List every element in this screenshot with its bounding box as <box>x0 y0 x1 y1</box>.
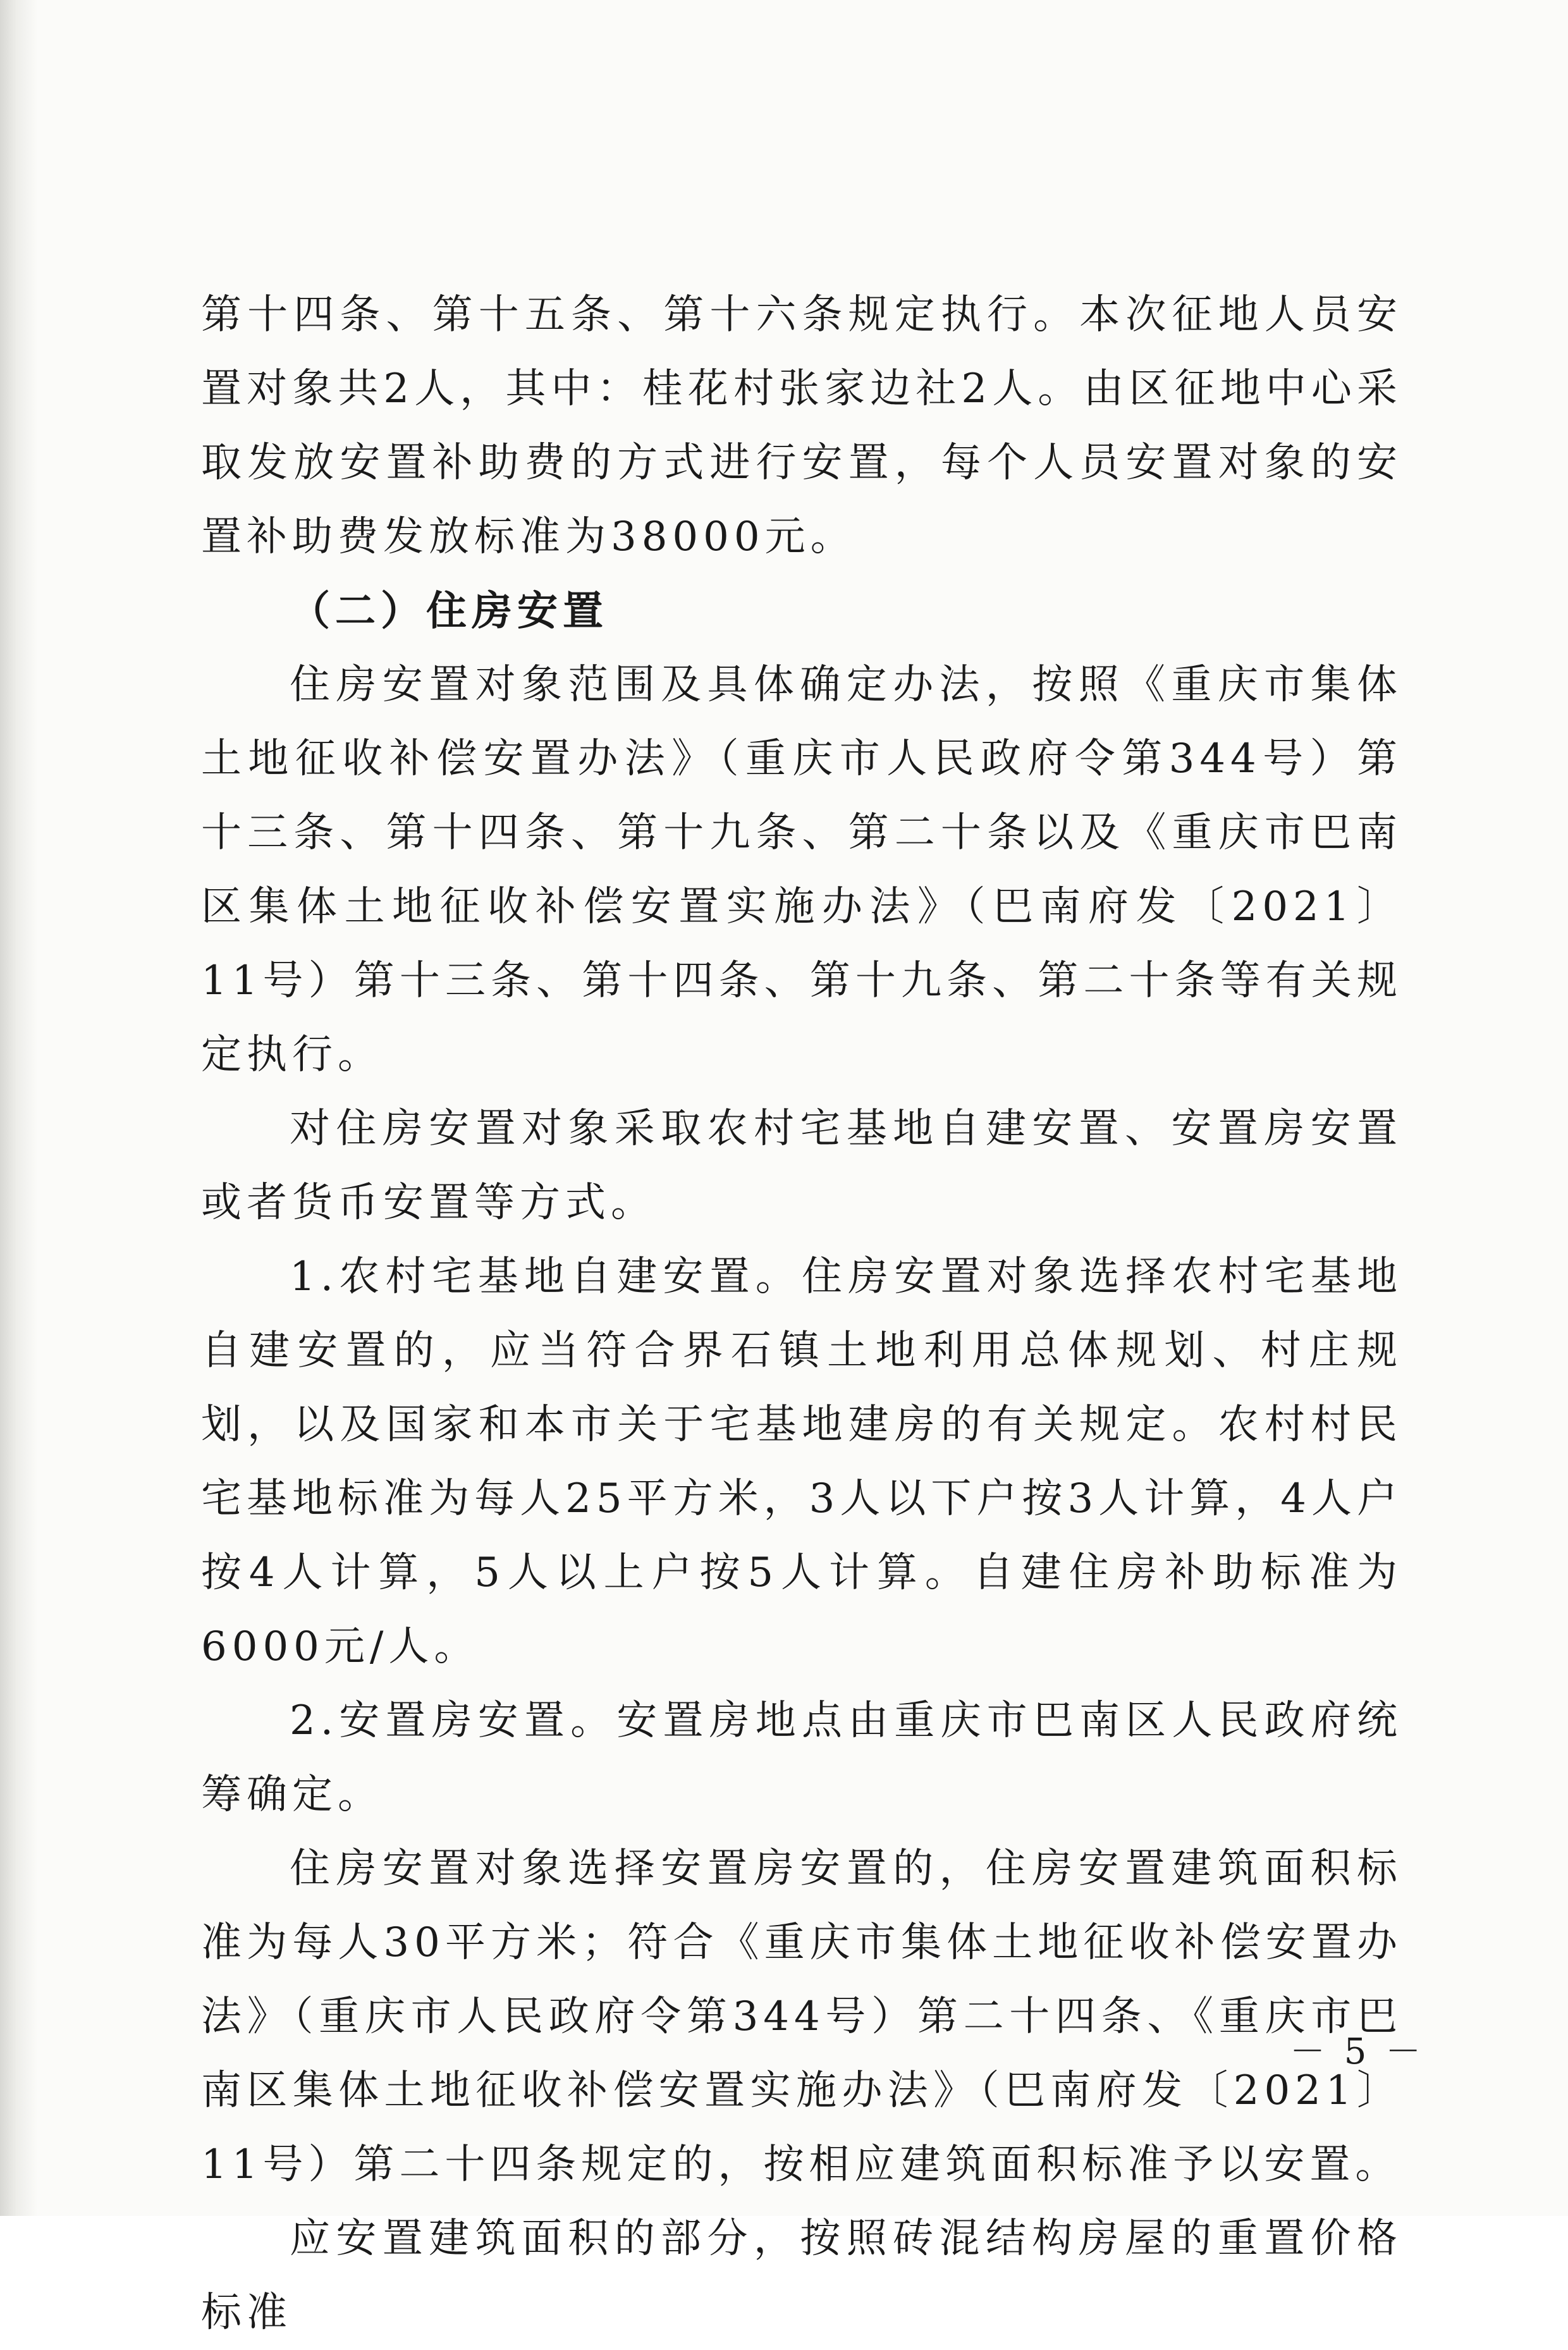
paragraph-housing-scope: 住房安置对象范围及具体确定办法，按照《重庆市集体土地征收补偿安置办法》（重庆市人民政府令第344号）第十三条、第十四条、第十九条、第二十条以及《重庆市巴南区集体土地征收补偿安置实施办法》（巴南府发〔2021〕11号）第十三条、第十四条、第十九条、第二十条等有关规定执行。 <box>201 661 1402 1078</box>
section-heading-housing: （二）住房安置 <box>290 588 608 635</box>
paragraph-price-standard: 应安置建筑面积的部分，按照砖混结构房屋的重置价格标准 <box>201 2215 1402 2336</box>
paragraph-area-standard: 住房安置对象选择安置房安置的，住房安置建筑面积标准为每人30平方米；符合《重庆市集体土地征收补偿安置办法》（重庆市人民政府令第344号）第二十四条、《重庆市巴南区集体土地征收补偿安置实施办法》（巴南府发〔2021〕11号）第二十四条规定的，按相应建筑面积标准予以安置。 <box>201 1845 1402 2188</box>
binding-shadow <box>0 0 38 2216</box>
paragraph-homestead-self-build: 1.农村宅基地自建安置。住房安置对象选择农村宅基地自建安置的，应当符合界石镇土地利用总体规划、村庄规划，以及国家和本市关于宅基地建房的有关规定。农村村民宅基地标准为每人25平方米，3人以下户按3人计算，4人户按4人计算，5人以上户按5人计算。自建住房补助标准为6000元/人。 <box>201 1253 1402 1670</box>
paragraph-resettlement-housing: 2.安置房安置。安置房地点由重庆市巴南区人民政府统筹确定。 <box>201 1697 1402 1818</box>
page-number: － 5 － <box>1290 2031 1425 2072</box>
paragraph-resettlement-persons: 第十四条、第十五条、第十六条规定执行。本次征地人员安置对象共2人，其中：桂花村张家边社2人。由区征地中心采取发放安置补助费的方式进行安置，每个人员安置对象的安置补助费发放标准为38000元。 <box>201 292 1402 560</box>
paragraph-housing-methods: 对住房安置对象采取农村宅基地自建安置、安置房安置或者货币安置等方式。 <box>201 1105 1402 1226</box>
document-body <box>201 278 1402 2350</box>
